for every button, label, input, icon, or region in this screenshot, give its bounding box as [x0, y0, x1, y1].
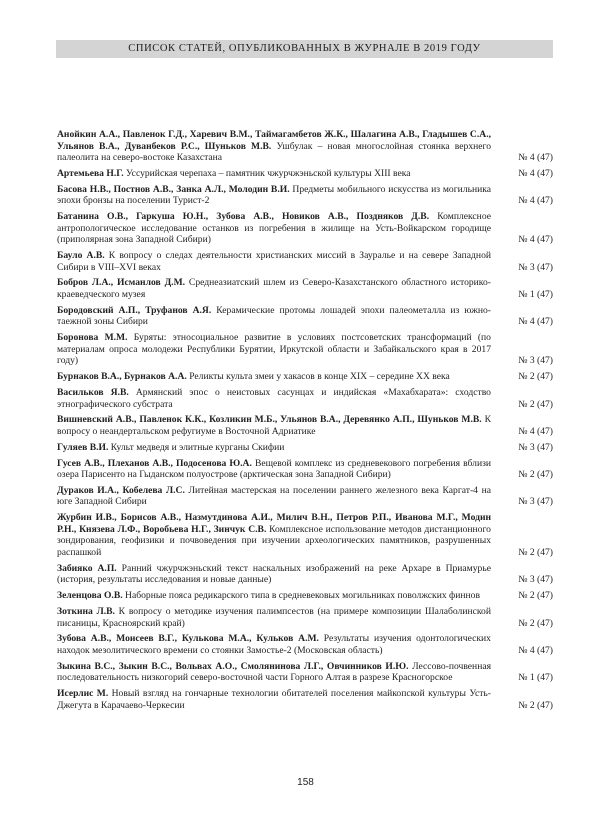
- entry-authors: Анойкин А.А., Павленок Г.Д., Харевич В.М., Таймагамбетов Ж.К., Шалагина А.В., Гладышев С.А., Ульянов В.А., Дуванбеков Р.С., Шуньков М.В.: [57, 129, 491, 152]
- list-item: [57, 633, 553, 656]
- entry-issue: № 3 (47): [518, 441, 553, 453]
- entry-authors: Зеленцова О.В.: [57, 590, 123, 602]
- entry-authors: Зыкина В.С., Зыкин В.С., Вольвах А.О., Смолянинова Л.Г., Овчинников И.Ю.: [57, 660, 409, 672]
- page-number: 158: [297, 777, 314, 788]
- entry-title: Керамические протомы лошадей эпохи палеометалла из южно-таежной зоны Сибири: [57, 304, 491, 328]
- entry-title: Вещевой комплекс из средневекового погребения вблизи озера Парисенто на Гыданском полуострове (арктическая зона Западной Сибири): [57, 457, 491, 481]
- entry-issue: № 2 (47): [518, 699, 553, 711]
- entry-issue: № 2 (47): [518, 469, 553, 481]
- entry-title: Лессово-почвенная последовательность низкогорий северо-восточной части Горного Алтая в разрезе Красногорское: [57, 660, 491, 684]
- list-item: [57, 485, 553, 508]
- entry-issue: № 4 (47): [518, 234, 553, 246]
- entry-issue: № 4 (47): [518, 195, 553, 207]
- entry-issue: № 4 (47): [518, 644, 553, 656]
- entry-authors: Дураков И.А., Кобелева Л.С.: [57, 484, 185, 496]
- entry-title: Ушбулак – новая многослойная стоянка верхнего палеолита на северо-востоке Казахстана: [57, 140, 492, 164]
- entry-title: Реликты культа змеи у хакасов в конце XIX – середине XX века: [189, 371, 450, 383]
- entry-title: Результаты изучения одонтологических находок мезолитического времени со стоянки Замостье-2 (Московская область): [57, 633, 491, 656]
- entry-title: К вопросу о неандертальском рефугиуме в Восточной Адриатике: [57, 414, 491, 437]
- list-item: [57, 458, 553, 481]
- entry-issue: № 3 (47): [518, 355, 553, 367]
- list-item: [57, 661, 553, 684]
- entry-title: Комплексное антропологическое исследование останков из погребения в жилище на Усть-Войкарском городище (приполярная зона Западной Сибири): [57, 211, 491, 246]
- entry-authors: Вишневский А.В., Павленок К.К., Козликин М.Б., Ульянов В.А., Деревянко А.П., Шуньков М.В.: [57, 414, 482, 426]
- entry-authors: Забияко А.П.: [57, 562, 117, 574]
- entry-title: К вопросу о методике изучения палимпсестов (на примере композиции Шалаболинской писаницы, Красноярский край): [57, 605, 491, 629]
- entry-issue: № 4 (47): [518, 152, 553, 164]
- entry-issue: № 4 (47): [518, 425, 553, 437]
- list-item: [57, 688, 553, 711]
- entry-issue: № 3 (47): [518, 261, 553, 273]
- entry-title: Армянский эпос о неистовых сасунцах и индийская «Махабхарата»: сходство этнографического субстрата: [57, 386, 491, 410]
- entry-authors: Зоткина Л.В.: [57, 605, 115, 617]
- entry-issue: № 2 (47): [518, 590, 553, 602]
- list-item: [57, 590, 553, 602]
- entry-issue: № 1 (47): [518, 672, 553, 684]
- entry-authors: Гуляев В.И.: [57, 441, 109, 453]
- entry-title: К вопросу о следах деятельности христианских миссий в Зауралье и на севере Западной Сибири в VIII–XVI веках: [57, 250, 491, 273]
- entry-issue: № 4 (47): [518, 316, 553, 328]
- entry-authors: Артемьева Н.Г.: [57, 167, 124, 179]
- entry-title: Ранний чжурчжэньский текст наскальных изображений на реке Архаре в Приамурье (история, результаты исследования и новые данные): [57, 562, 491, 586]
- entry-authors: Бобров Л.А., Исманлов Д.М.: [57, 277, 186, 289]
- entry-issue: № 1 (47): [518, 289, 553, 301]
- list-item: [57, 371, 553, 383]
- entry-authors: Боронова М.М.: [57, 332, 128, 344]
- list-item: [57, 606, 553, 629]
- list-item: [57, 512, 553, 558]
- entry-title: Буряты: этносоциальное развитие в условиях постсоветских трансформаций (по материалам опроса молодежи Республики Бурятии, Иркутской области и Забайкальского края в 2017 году): [57, 332, 491, 367]
- entry-authors: Басова Н.В., Постнов А.В., Занка А.Л., Молодин В.И.: [57, 183, 290, 195]
- entry-issue: № 4 (47): [518, 167, 553, 179]
- list-item: [57, 211, 553, 246]
- entry-issue: № 3 (47): [518, 496, 553, 508]
- list-item: [57, 129, 553, 164]
- entry-authors: Васильков Я.В.: [57, 386, 129, 398]
- entry-authors: Журбин И.В., Борисов А.В., Назмутдинова А.И., Милич В.Н., Петров Р.П., Иванова М.Г., Модин Р.Н., Князева Л.Ф., Воробьева Н.Г., Зинчук С.В.: [57, 512, 491, 535]
- entry-authors: Исерлис М.: [57, 688, 109, 700]
- entry-title: Среднеазиатский шлем из Северо-Казахстанского областного историко-краеведческого музея: [57, 277, 491, 301]
- entry-title: Предметы мобильного искусства из могильника эпохи бронзы на поселении Турист-2: [57, 183, 491, 207]
- entry-authors: Бородовский А.П., Труфанов А.Я.: [57, 304, 212, 316]
- entry-title: Комплексное использование методов дистанционного зондирования, геофизики и почвоведения при изучении археологических памятников, разрушенных распашкой: [57, 523, 491, 559]
- header-title: СПИСОК СТАТЕЙ, ОПУБЛИКОВАННЫХ В ЖУРНАЛЕ В 2019 ГОДУ: [128, 43, 481, 54]
- entry-title: Наборные пояса редикарского типа в средневековых могильниках поволжских финнов: [125, 590, 480, 602]
- entry-authors: Бауло А.В.: [57, 250, 105, 262]
- article-list: [57, 129, 553, 715]
- list-item: [57, 442, 553, 454]
- page-header: [56, 40, 553, 58]
- entry-issue: № 2 (47): [518, 617, 553, 629]
- entry-issue: № 3 (47): [518, 574, 553, 586]
- entry-title: Уссурийская черепаха – памятник чжурчжэньской культуры XIII века: [126, 167, 411, 179]
- entry-title: Культ медведя и элитные курганы Скифии: [110, 441, 285, 453]
- entry-authors: Батанина О.В., Гаркуша Ю.Н., Зубова А.В., Новиков А.В., Поздняков Д.В.: [57, 211, 430, 223]
- entry-issue: № 2 (47): [518, 547, 553, 559]
- entry-authors: Гусев А.В., Плеханов А.В., Подосенова Ю.А.: [57, 457, 252, 469]
- list-item: [57, 563, 553, 586]
- list-item: [57, 387, 553, 410]
- entry-title: Новый взгляд на гончарные технологии обитателей поселения майкопской культуры Усть-Джегута в Карачаево-Черкесии: [57, 688, 491, 711]
- list-item: [57, 332, 553, 367]
- list-item: [57, 277, 553, 300]
- list-item: [57, 184, 553, 207]
- list-item: [57, 168, 553, 180]
- entry-issue: № 2 (47): [518, 398, 553, 410]
- entry-title: Литейная мастерская на поселении раннего железного века Каргат-4 на юге Западной Сибири: [57, 484, 491, 508]
- entry-authors: Зубова А.В., Моисеев В.Г., Кулькова М.А., Кульков А.М.: [57, 633, 319, 645]
- list-item: [57, 414, 553, 437]
- entry-authors: Бурнаков В.А., Бурнаков А.А.: [57, 371, 187, 383]
- list-item: [57, 305, 553, 328]
- list-item: [57, 250, 553, 273]
- entry-issue: № 2 (47): [518, 371, 553, 383]
